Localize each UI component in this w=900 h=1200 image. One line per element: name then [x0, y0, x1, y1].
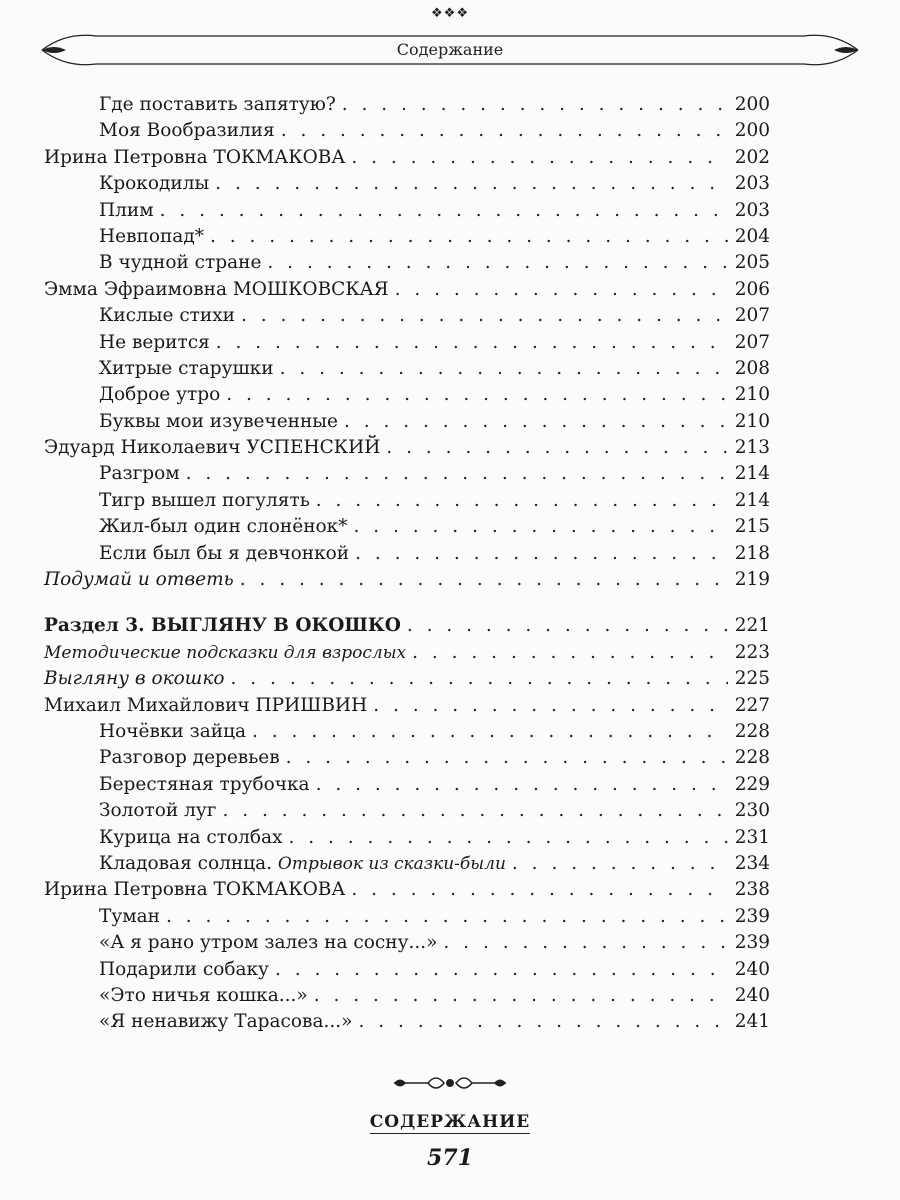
toc-author-row: [44, 879, 770, 905]
toc-page-number: 203: [734, 173, 770, 195]
dot-leader: [215, 173, 728, 194]
toc-page-number: 240: [734, 984, 770, 1006]
toc-entry-title: Моя Вообразилия: [99, 120, 275, 142]
toc-entry-title: Буквы мои изувеченные: [99, 410, 338, 432]
toc-entry-row: [44, 252, 770, 278]
toc-entry-title: Невпопад*: [99, 225, 204, 247]
dot-leader: [395, 279, 728, 300]
toc-page-number: 215: [734, 516, 770, 538]
dot-leader: [316, 774, 728, 795]
toc-entry-title: Жил-был один слонёнок*: [99, 516, 348, 538]
toc-page-number: 223: [734, 641, 770, 663]
toc-entry-row: [44, 642, 770, 668]
toc-entry-row: [44, 384, 770, 410]
toc-page-number: 234: [734, 852, 770, 874]
toc-entry-title: Ирина Петровна ТОКМАКОВА: [44, 879, 346, 901]
dot-leader: [354, 516, 729, 537]
toc-entry-title: Если был бы я девчонкой: [99, 542, 350, 564]
dot-leader: [160, 200, 728, 221]
toc-page-number: 240: [734, 958, 770, 980]
toc-entry-row: [44, 853, 770, 879]
page-number: 571: [427, 1145, 473, 1171]
dot-leader: [412, 642, 728, 663]
toc-entry-title: Курица на столбах: [99, 826, 283, 848]
toc-entry-title: Крокодилы: [99, 173, 210, 195]
toc-entry-title: «Это ничья кошка...»: [99, 984, 308, 1006]
toc-page-number: 214: [734, 463, 770, 485]
header-ornament: ❖❖❖: [431, 6, 469, 21]
toc-entry-title: В чудной стране: [99, 252, 262, 274]
toc-page-number: 231: [734, 826, 770, 848]
toc-entry-title: Золотой луг: [99, 800, 217, 822]
toc-entry-row: [44, 774, 770, 800]
toc-author-row: [44, 437, 770, 463]
toc-entry-row: [44, 173, 770, 199]
toc-entry-title: Подумай и ответь: [44, 569, 234, 591]
toc-page-number: 214: [734, 489, 770, 511]
toc-page-number: 200: [734, 120, 770, 142]
dot-leader: [222, 800, 728, 821]
toc-page-number: 230: [734, 800, 770, 822]
toc-entry-title: Эдуард Николаевич УСПЕНСКИЙ: [44, 437, 381, 459]
toc-page-number: 221: [734, 615, 770, 637]
toc-entry-title: Берестяная трубочка: [99, 773, 310, 795]
dot-leader: [314, 985, 728, 1006]
footer-section-title: СОДЕРЖАНИЕ: [369, 1112, 531, 1132]
toc-entry-row: [44, 932, 770, 958]
toc-author-row: [44, 147, 770, 173]
toc-entry-title: Кислые стихи: [99, 305, 236, 327]
toc-page-number: 218: [734, 542, 770, 564]
toc-entry-title: Не верится: [99, 331, 210, 353]
dot-leader: [226, 384, 728, 405]
toc-entry-row: [44, 490, 770, 516]
toc-entry-title: Эмма Эфраимовна МОШКОВСКАЯ: [44, 278, 389, 300]
toc-entry-title: Методические подсказки для взрослых: [44, 642, 407, 663]
toc-entry-title: Подарили собаку: [99, 958, 269, 980]
dot-leader: [289, 827, 728, 848]
toc-entry-row: [44, 200, 770, 226]
toc-entry-row: [44, 463, 770, 489]
dot-leader: [386, 437, 728, 458]
dot-leader: [342, 94, 728, 115]
section-gap: [44, 595, 770, 615]
dot-leader: [267, 252, 728, 273]
toc-entry-row: [44, 569, 770, 595]
toc-entry-title: Плим: [99, 199, 154, 221]
toc-entry-row: [44, 827, 770, 853]
toc-page-number: 205: [734, 252, 770, 274]
toc-section-row: [44, 615, 770, 641]
toc-page-number: 228: [734, 747, 770, 769]
toc-entry-title: Тигр вышел погулять: [99, 489, 310, 511]
toc-entry-title: «А я рано утром залез на сосну...»: [99, 932, 438, 954]
toc-entry-row: [44, 358, 770, 384]
running-header-title: Содержание: [396, 40, 504, 59]
dot-leader: [186, 463, 728, 484]
dot-leader: [512, 853, 728, 874]
toc-page-number: 238: [734, 879, 770, 901]
dot-leader: [216, 332, 728, 353]
toc-entry-row: [44, 959, 770, 985]
dot-leader: [373, 695, 728, 716]
toc-entry-title: Разговор деревьев: [99, 747, 280, 769]
toc-page-number: 206: [734, 278, 770, 300]
toc-page-number: 210: [734, 384, 770, 406]
toc-entry-row: [44, 411, 770, 437]
toc-page-number: 210: [734, 410, 770, 432]
toc-author-row: [44, 279, 770, 305]
toc-page-number: 200: [734, 94, 770, 115]
toc-page-number: 239: [734, 905, 770, 927]
toc-entry-row: [44, 226, 770, 252]
toc-entry-title: Ирина Петровна ТОКМАКОВА: [44, 146, 346, 168]
toc-page-number: 225: [734, 668, 770, 690]
toc-entry-title: Михаил Михайлович ПРИШВИН: [44, 694, 368, 716]
toc-author-row: [44, 695, 770, 721]
toc-entry-title: Ночёвки зайца: [99, 720, 247, 742]
toc-page-number: 241: [734, 1011, 770, 1033]
toc-entry-title: «Я ненавижу Тарасова...»: [99, 1011, 353, 1033]
dot-leader: [231, 668, 728, 689]
toc-entry-title: Доброе утро: [99, 384, 221, 406]
dot-leader: [280, 358, 728, 379]
toc-entry-row: [44, 800, 770, 826]
dot-leader: [355, 543, 728, 564]
toc-page-number: 228: [734, 720, 770, 742]
toc-entry-title: Где поставить запятую?: [99, 94, 336, 115]
toc-page-number: 202: [734, 146, 770, 168]
toc-page-number: 208: [734, 357, 770, 379]
dot-leader: [316, 490, 728, 511]
toc-entry-row: [44, 668, 770, 694]
footer-ornament: [390, 1070, 510, 1096]
dot-leader: [166, 906, 728, 927]
toc-page-number: 219: [734, 569, 770, 591]
toc-entry-row: [44, 543, 770, 569]
toc-page-number: 203: [734, 199, 770, 221]
toc-entry-row: [44, 906, 770, 932]
toc-entry-title: Выгляну в окошко: [44, 668, 225, 690]
toc-entry-title: Туман: [99, 905, 160, 927]
dot-leader: [443, 932, 728, 953]
dot-leader: [241, 305, 728, 326]
toc-entry-row: [44, 120, 770, 146]
toc-page-number: 207: [734, 331, 770, 353]
toc-page-number: 207: [734, 305, 770, 327]
dot-leader: [351, 147, 728, 168]
toc-entry-row: [44, 305, 770, 331]
toc-entry-row: [44, 332, 770, 358]
toc-entry-title: Кладовая солнца. Отрывок из сказки-были: [99, 852, 506, 874]
toc-entry-row: [44, 1011, 770, 1037]
dot-leader: [252, 721, 728, 742]
toc-entry-row: [44, 516, 770, 542]
toc-entry-title: Хитрые старушки: [99, 357, 274, 379]
toc-page-number: 227: [734, 694, 770, 716]
dot-leader: [240, 569, 728, 590]
dot-leader: [281, 120, 728, 141]
toc-entry-subtitle: Отрывок из сказки-были: [277, 853, 506, 874]
toc-entry-row: [44, 94, 770, 120]
toc-entry-title: Разгром: [99, 463, 180, 485]
dot-leader: [275, 959, 728, 980]
dot-leader: [351, 879, 728, 900]
toc-entry-row: [44, 721, 770, 747]
toc-page-number: 213: [734, 437, 770, 459]
toc-page-number: 239: [734, 932, 770, 954]
toc-entry-row: [44, 747, 770, 773]
dot-leader: [210, 226, 728, 247]
toc-page-number: 204: [734, 225, 770, 247]
dot-leader: [358, 1011, 728, 1032]
table-of-contents: [44, 94, 770, 1038]
dot-leader: [407, 615, 728, 636]
toc-entry-row: [44, 985, 770, 1011]
dot-leader: [286, 747, 728, 768]
dot-leader: [344, 411, 728, 432]
toc-page-number: 229: [734, 773, 770, 795]
toc-entry-title: Раздел 3. ВЫГЛЯНУ В ОКОШКО: [44, 615, 401, 637]
